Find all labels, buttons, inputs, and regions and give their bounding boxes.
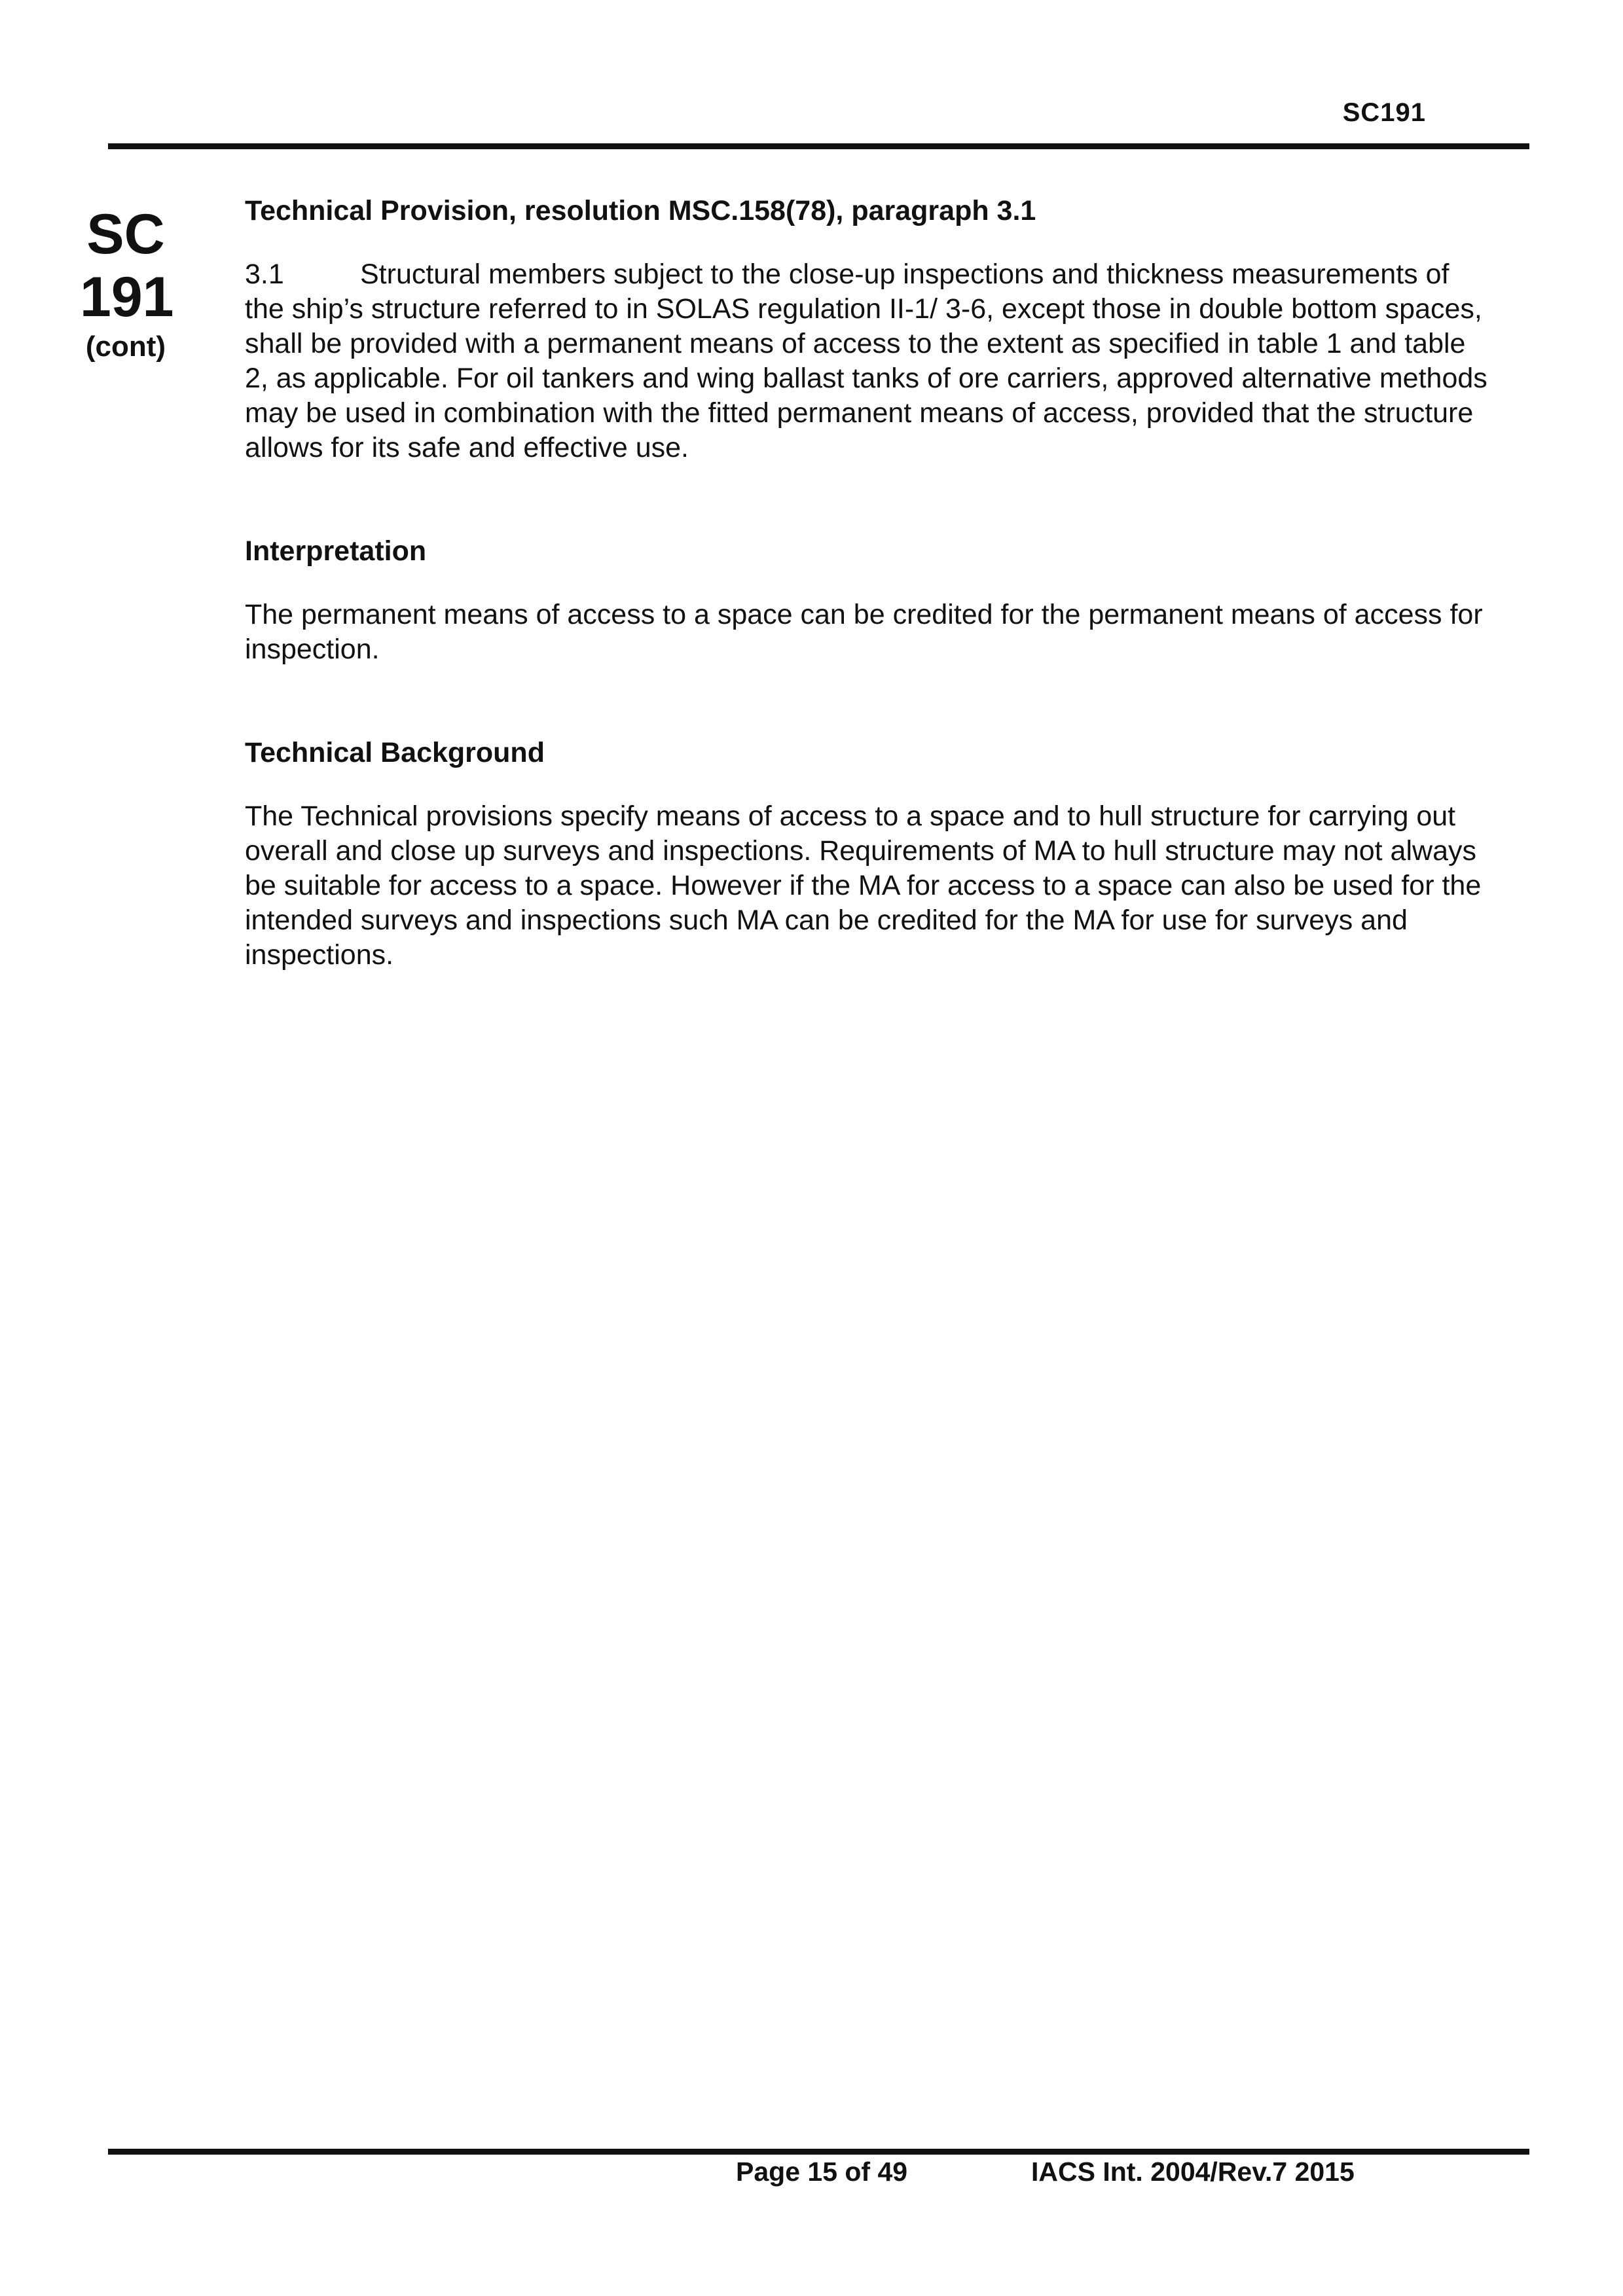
document-reference: IACS Int. 2004/Rev.7 2015 [1031,2157,1355,2187]
section-spacer [245,465,1489,534]
margin-continued: (cont) [85,331,166,363]
page-number: Page 15 of 49 [736,2157,908,2187]
section-heading-technical-background: Technical Background [245,737,545,768]
paragraph-text: Structural members subject to the close-up inspections and thickness measurements of the ship’s structure referred to in SOLAS regulation II-1/ 3-6, except those in double bottom spaces, shall be provided with a permanent means of access to the extent as specified in table 1 and table 2, as applicable. For oil tankers and wing ballast tanks of ore carriers, approved alternative methods may be used in combination with the fitted permanent means of access, provided that the structure allows for its safe and effective use. [245,259,1487,463]
section-heading-interpretation: Interpretation [245,535,427,567]
margin-code: SC [86,203,165,266]
section-paragraph-technical-provision [245,257,1489,465]
section-paragraph-technical-background: The Technical provisions specify means of access to a space and to hull structure for carrying out overall and close up surveys and inspections. Requirements of MA to hull structure may not always be suitable for access to a space. However if the MA for access to a space can also be used for the intended surveys and inspections such MA can be credited for the MA for use for surveys and inspections. [245,800,1482,971]
page-footer [0,2150,1623,2189]
header-rule [108,143,1529,149]
section-heading-technical-provision: Technical Provision, resolution MSC.158(78), paragraph 3.1 [245,195,1036,226]
document-body [245,194,1489,973]
margin-number: 191 [80,266,174,329]
document-code: SC191 [1342,98,1426,127]
section-paragraph-interpretation: The permanent means of access to a space can be credited for the permanent means of access for inspection. [245,599,1483,665]
paragraph-number: 3.1 [245,259,284,290]
margin-label [80,203,172,365]
section-spacer [245,667,1489,736]
